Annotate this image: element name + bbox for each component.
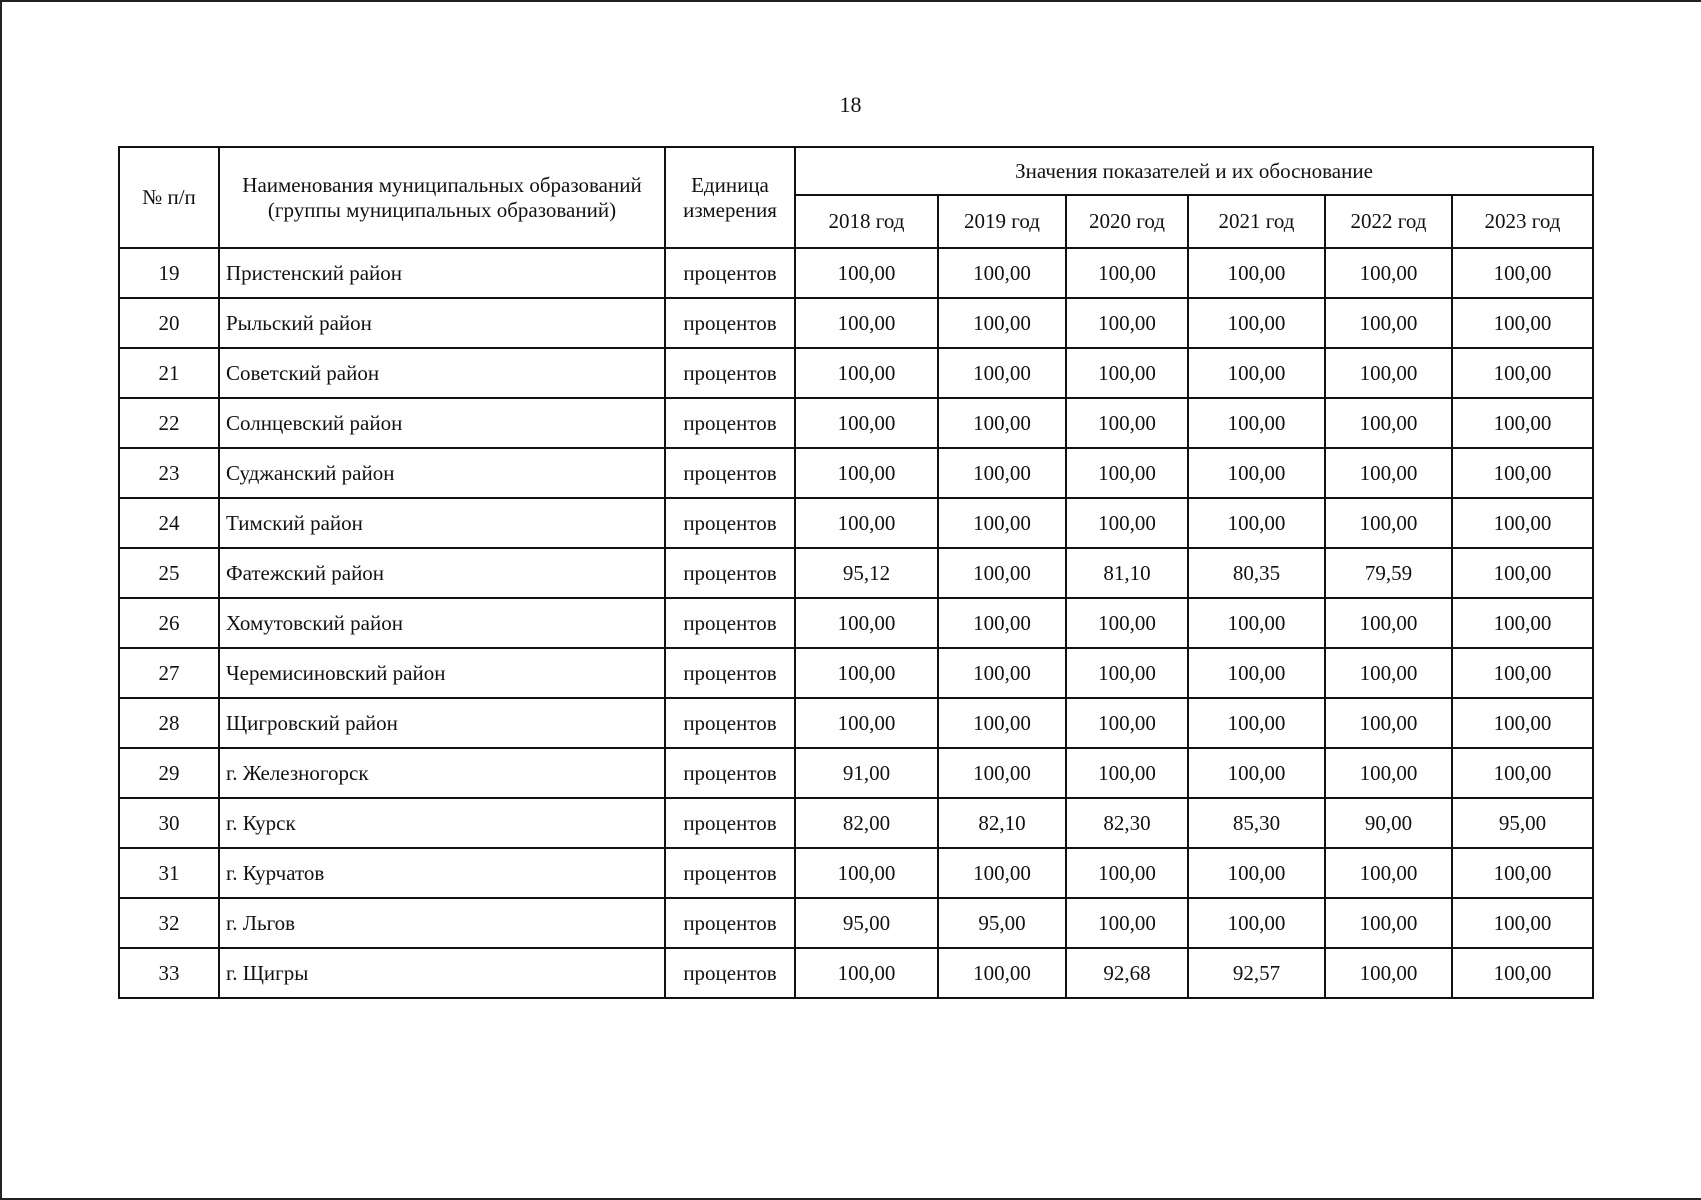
value-cell: 82,30 <box>1066 798 1188 848</box>
header-year: 2021 год <box>1188 195 1325 248</box>
value-cell: 100,00 <box>1325 248 1452 298</box>
value-cell: 100,00 <box>938 448 1066 498</box>
value-cell: 100,00 <box>1325 398 1452 448</box>
value-cell: 100,00 <box>1325 648 1452 698</box>
row-number: 21 <box>119 348 219 398</box>
value-cell: 100,00 <box>1066 598 1188 648</box>
value-cell: 100,00 <box>1066 398 1188 448</box>
value-cell: 100,00 <box>1066 498 1188 548</box>
value-cell: 81,10 <box>1066 548 1188 598</box>
value-cell: 100,00 <box>1325 348 1452 398</box>
row-number: 25 <box>119 548 219 598</box>
table-row <box>119 948 1593 998</box>
row-number: 24 <box>119 498 219 548</box>
value-cell: 100,00 <box>795 248 938 298</box>
value-cell: 100,00 <box>1452 598 1593 648</box>
value-cell: 100,00 <box>1452 948 1593 998</box>
value-cell: 90,00 <box>1325 798 1452 848</box>
unit-cell: процентов <box>665 448 795 498</box>
row-number: 20 <box>119 298 219 348</box>
table-row <box>119 798 1593 848</box>
value-cell: 100,00 <box>1066 848 1188 898</box>
unit-cell: процентов <box>665 648 795 698</box>
value-cell: 100,00 <box>1325 748 1452 798</box>
value-cell: 100,00 <box>1452 648 1593 698</box>
header-year: 2019 год <box>938 195 1066 248</box>
row-number: 26 <box>119 598 219 648</box>
value-cell: 100,00 <box>938 498 1066 548</box>
value-cell: 100,00 <box>1452 548 1593 598</box>
value-cell: 82,00 <box>795 798 938 848</box>
value-cell: 100,00 <box>795 348 938 398</box>
value-cell: 95,00 <box>1452 798 1593 848</box>
value-cell: 100,00 <box>1066 248 1188 298</box>
value-cell: 100,00 <box>1325 598 1452 648</box>
value-cell: 95,00 <box>795 898 938 948</box>
header-year: 2018 год <box>795 195 938 248</box>
value-cell: 92,57 <box>1188 948 1325 998</box>
table-body <box>119 248 1593 998</box>
municipality-name: Фатежский район <box>219 548 665 598</box>
page-number: 18 <box>839 92 862 117</box>
municipality-name: Солнцевский район <box>219 398 665 448</box>
value-cell: 79,59 <box>1325 548 1452 598</box>
value-cell: 100,00 <box>1452 298 1593 348</box>
row-number: 22 <box>119 398 219 448</box>
value-cell: 100,00 <box>1325 698 1452 748</box>
value-cell: 100,00 <box>795 298 938 348</box>
value-cell: 100,00 <box>795 448 938 498</box>
value-cell: 80,35 <box>1188 548 1325 598</box>
municipality-name: Суджанский район <box>219 448 665 498</box>
value-cell: 100,00 <box>938 948 1066 998</box>
value-cell: 100,00 <box>1188 848 1325 898</box>
value-cell: 100,00 <box>1452 698 1593 748</box>
municipality-name: г. Курск <box>219 798 665 848</box>
municipality-name: Рыльский район <box>219 298 665 348</box>
unit-cell: процентов <box>665 398 795 448</box>
value-cell: 100,00 <box>1325 498 1452 548</box>
value-cell: 100,00 <box>1325 448 1452 498</box>
row-number: 33 <box>119 948 219 998</box>
scan-border-top <box>0 0 1701 2</box>
value-cell: 100,00 <box>938 348 1066 398</box>
value-cell: 100,00 <box>795 648 938 698</box>
unit-cell: процентов <box>665 798 795 848</box>
table-row <box>119 448 1593 498</box>
indicators-table <box>118 146 1594 999</box>
header-unit: Единица измерения <box>665 147 795 248</box>
table-row <box>119 848 1593 898</box>
value-cell: 100,00 <box>1452 898 1593 948</box>
row-number: 32 <box>119 898 219 948</box>
value-cell: 100,00 <box>938 848 1066 898</box>
value-cell: 100,00 <box>938 298 1066 348</box>
value-cell: 100,00 <box>1452 398 1593 448</box>
table-row <box>119 498 1593 548</box>
value-cell: 100,00 <box>938 698 1066 748</box>
unit-cell: процентов <box>665 248 795 298</box>
value-cell: 100,00 <box>1325 948 1452 998</box>
header-year: 2022 год <box>1325 195 1452 248</box>
table-row <box>119 598 1593 648</box>
value-cell: 100,00 <box>1452 848 1593 898</box>
unit-cell: процентов <box>665 498 795 548</box>
value-cell: 100,00 <box>1188 748 1325 798</box>
value-cell: 100,00 <box>1188 348 1325 398</box>
municipality-name: Черемисиновский район <box>219 648 665 698</box>
value-cell: 100,00 <box>1325 298 1452 348</box>
value-cell: 100,00 <box>1066 298 1188 348</box>
municipality-name: Пристенский район <box>219 248 665 298</box>
value-cell: 100,00 <box>795 948 938 998</box>
value-cell: 95,12 <box>795 548 938 598</box>
value-cell: 100,00 <box>1452 498 1593 548</box>
header-year: 2020 год <box>1066 195 1188 248</box>
table-row <box>119 348 1593 398</box>
value-cell: 100,00 <box>938 598 1066 648</box>
table-row <box>119 648 1593 698</box>
value-cell: 100,00 <box>1452 748 1593 798</box>
value-cell: 100,00 <box>1066 748 1188 798</box>
value-cell: 100,00 <box>1066 448 1188 498</box>
municipality-name: Советский район <box>219 348 665 398</box>
row-number: 30 <box>119 798 219 848</box>
municipality-name: г. Щигры <box>219 948 665 998</box>
header-name: Наименования муниципальных образований (группы муниципальных образований) <box>219 147 665 248</box>
row-number: 23 <box>119 448 219 498</box>
value-cell: 100,00 <box>795 698 938 748</box>
value-cell: 95,00 <box>938 898 1066 948</box>
row-number: 19 <box>119 248 219 298</box>
scan-border-left <box>0 0 2 1200</box>
unit-cell: процентов <box>665 298 795 348</box>
table-row <box>119 898 1593 948</box>
unit-cell: процентов <box>665 598 795 648</box>
unit-cell: процентов <box>665 348 795 398</box>
value-cell: 100,00 <box>1188 898 1325 948</box>
value-cell: 100,00 <box>795 848 938 898</box>
value-cell: 82,10 <box>938 798 1066 848</box>
value-cell: 100,00 <box>1452 248 1593 298</box>
value-cell: 100,00 <box>938 648 1066 698</box>
value-cell: 100,00 <box>1188 698 1325 748</box>
table-row <box>119 398 1593 448</box>
table-row <box>119 748 1593 798</box>
table-row <box>119 248 1593 298</box>
value-cell: 92,68 <box>1066 948 1188 998</box>
header-values-group: Значения показателей и их обоснование <box>795 147 1593 195</box>
row-number: 27 <box>119 648 219 698</box>
municipality-name: Щигровский район <box>219 698 665 748</box>
row-number: 31 <box>119 848 219 898</box>
value-cell: 100,00 <box>1325 898 1452 948</box>
municipality-name: г. Льгов <box>219 898 665 948</box>
row-number: 29 <box>119 748 219 798</box>
unit-cell: процентов <box>665 748 795 798</box>
table-row <box>119 698 1593 748</box>
value-cell: 100,00 <box>938 248 1066 298</box>
value-cell: 100,00 <box>1066 898 1188 948</box>
unit-cell: процентов <box>665 548 795 598</box>
value-cell: 100,00 <box>1066 648 1188 698</box>
row-number: 28 <box>119 698 219 748</box>
unit-cell: процентов <box>665 848 795 898</box>
value-cell: 100,00 <box>1188 648 1325 698</box>
value-cell: 100,00 <box>1188 498 1325 548</box>
value-cell: 100,00 <box>1188 248 1325 298</box>
table-row <box>119 548 1593 598</box>
value-cell: 100,00 <box>938 748 1066 798</box>
municipality-name: г. Курчатов <box>219 848 665 898</box>
value-cell: 100,00 <box>1188 398 1325 448</box>
unit-cell: процентов <box>665 948 795 998</box>
value-cell: 100,00 <box>1188 448 1325 498</box>
municipality-name: Тимский район <box>219 498 665 548</box>
value-cell: 85,30 <box>1188 798 1325 848</box>
value-cell: 100,00 <box>795 398 938 448</box>
value-cell: 100,00 <box>938 548 1066 598</box>
municipality-name: г. Железногорск <box>219 748 665 798</box>
value-cell: 100,00 <box>938 398 1066 448</box>
value-cell: 100,00 <box>1066 348 1188 398</box>
header-year: 2023 год <box>1452 195 1593 248</box>
value-cell: 100,00 <box>1325 848 1452 898</box>
value-cell: 100,00 <box>1188 598 1325 648</box>
table-row <box>119 298 1593 348</box>
value-cell: 100,00 <box>1066 698 1188 748</box>
value-cell: 100,00 <box>1452 348 1593 398</box>
unit-cell: процентов <box>665 898 795 948</box>
value-cell: 100,00 <box>795 598 938 648</box>
unit-cell: процентов <box>665 698 795 748</box>
value-cell: 100,00 <box>795 498 938 548</box>
value-cell: 100,00 <box>1188 298 1325 348</box>
value-cell: 100,00 <box>1452 448 1593 498</box>
municipality-name: Хомутовский район <box>219 598 665 648</box>
value-cell: 91,00 <box>795 748 938 798</box>
header-num: № п/п <box>119 147 219 248</box>
